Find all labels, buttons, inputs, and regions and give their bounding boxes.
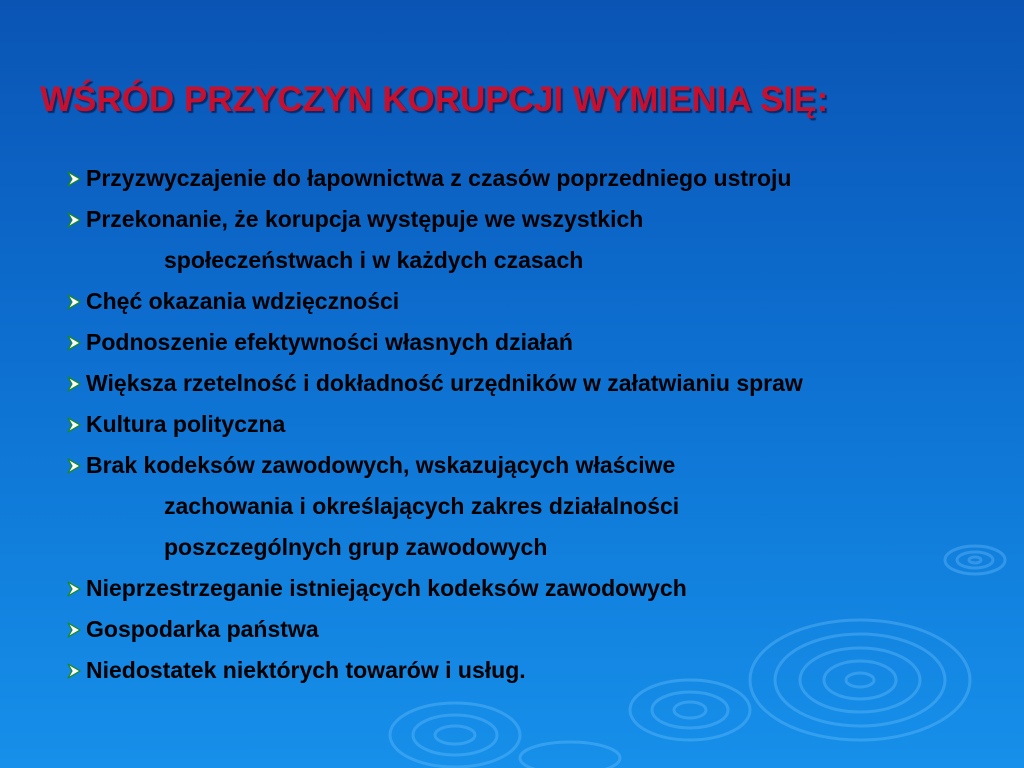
list-item-text xyxy=(86,158,791,199)
arrow-bullet-icon xyxy=(66,363,86,404)
list-item xyxy=(66,445,996,568)
list-item-text xyxy=(86,404,285,445)
list-item-label: Niedostatek niektórych towarów i usług. xyxy=(86,657,526,683)
list-item-label: Chęć okazania wdzięczności xyxy=(86,288,400,314)
slide-title: WŚRÓD PRZYCZYN KORUPCJI WYMIENIA SIĘ: xyxy=(40,80,829,119)
list-item-text xyxy=(86,322,573,363)
arrow-bullet-icon xyxy=(66,199,86,240)
list-item-label: Gospodarka państwa xyxy=(86,616,319,642)
list-item-text xyxy=(86,609,319,650)
list-item-label: Nieprzestrzeganie istniejących kodeksów zawodowych xyxy=(86,575,687,601)
list-item xyxy=(66,281,996,322)
list-item xyxy=(66,158,996,199)
list-item xyxy=(66,404,996,445)
arrow-bullet-icon xyxy=(66,445,86,486)
list-item xyxy=(66,650,996,691)
list-item-label: Podnoszenie efektywności własnych działań xyxy=(86,329,573,355)
list-item xyxy=(66,322,996,363)
arrow-bullet-icon xyxy=(66,650,86,691)
list-item-text xyxy=(86,568,687,609)
list-item-label: Brak kodeksów zawodowych, wskazujących właściwe xyxy=(86,452,676,478)
list-item xyxy=(66,363,996,404)
list-item xyxy=(66,609,996,650)
arrow-bullet-icon xyxy=(66,158,86,199)
bullet-list xyxy=(66,158,996,691)
arrow-bullet-icon xyxy=(66,568,86,609)
list-item-label: Większa rzetelność i dokładność urzędników w załatwianiu spraw xyxy=(86,370,803,396)
list-item xyxy=(66,568,996,609)
list-item xyxy=(66,199,996,281)
arrow-bullet-icon xyxy=(66,609,86,650)
arrow-bullet-icon xyxy=(66,322,86,363)
list-item-label: Przekonanie, że korupcja występuje we wszystkich xyxy=(86,206,644,232)
list-item-continuation: zachowania i określających zakres działalności xyxy=(164,493,680,519)
arrow-bullet-icon xyxy=(66,281,86,322)
arrow-bullet-icon xyxy=(66,404,86,445)
list-item-continuation: poszczególnych grup zawodowych xyxy=(164,534,548,560)
list-item-text xyxy=(86,445,679,568)
list-item-text xyxy=(86,199,643,281)
list-item-label: Kultura polityczna xyxy=(86,411,286,437)
list-item-text xyxy=(86,281,399,322)
list-item-label: Przyzwyczajenie do łapownictwa z czasów poprzedniego ustroju xyxy=(86,165,792,191)
list-item-text xyxy=(86,650,526,691)
list-item-continuation: społeczeństwach i w każdych czasach xyxy=(164,247,584,273)
list-item-text xyxy=(86,363,803,404)
